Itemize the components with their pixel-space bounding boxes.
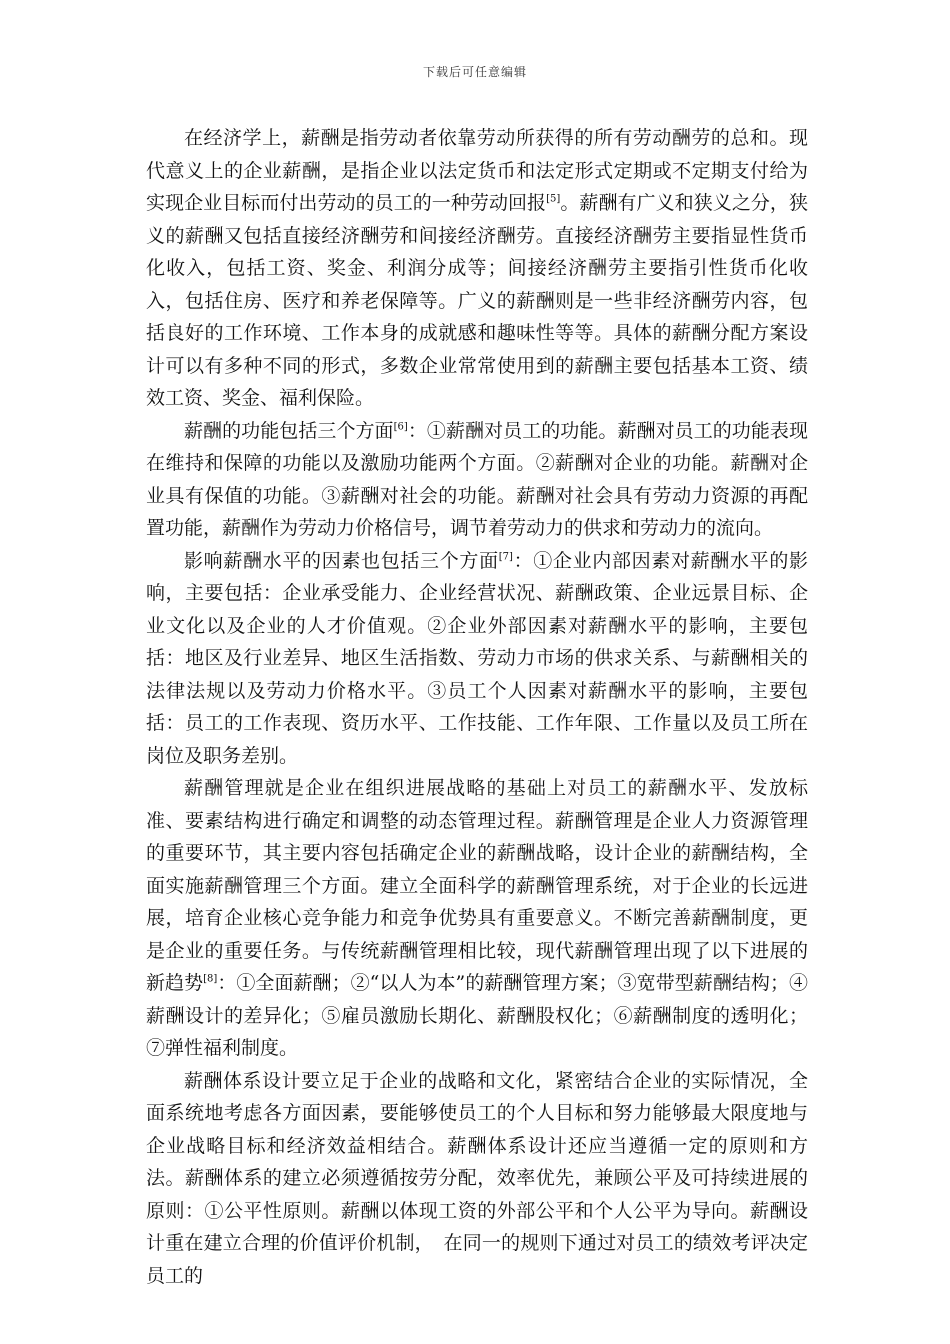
paragraph-text: ：①全面薪酬；②“以人为本”的薪酬管理方案；③宽带型薪酬结构；④薪酬设计的差异化；⑤雇员激励长期化、薪酬股权化；⑥薪酬制度的透明化；⑦弹性福利制度。 — [146, 972, 808, 1059]
citation-marker[interactable]: [6] — [393, 421, 408, 433]
paragraph-text: 薪酬管理就是企业在组织进展战略的基础上对员工的薪酬水平、发放标准、要素结构进行确定和调整的动态管理过程。薪酬管理是企业人力资源管理的重要环节，其主要内容包括确定企业的薪酬战略，设计企业的薪酬结构，全面实施薪酬管理三个方面。建立全面科学的薪酬管理系统，对于企业的长远进展，培育企业核心竞争能力和竞争优势具有重要意义。不断完善薪酬制度，更是企业的重要任务。与传统薪酬管理相比较，现代薪酬管理出现了以下进展的新趋势 — [146, 777, 808, 994]
paragraph-4 — [146, 772, 808, 1065]
paragraph-5 — [146, 1065, 808, 1293]
paragraph-text: ：①企业内部因素对薪酬水平的影响，主要包括：企业承受能力、企业经营状况、薪酬政策、企业远景目标、企业文化以及企业的人才价值观。②企业外部因素对薪酬水平的影响，主要包括：地区及行业差异、地区生活指数、劳动力市场的供求关系、与薪酬相关的法律法规以及劳动力价格水平。③员工个人因素对薪酬水平的影响，主要包括：员工的工作表现、资历水平、工作技能、工作年限、工作量以及员工所在岗位及职务差别。 — [146, 549, 808, 767]
paragraph-text: 薪酬的功能包括三个方面 — [184, 419, 394, 442]
citation-marker[interactable]: [8] — [203, 973, 218, 985]
paragraph-text: 影响薪酬水平的因素也包括三个方面 — [184, 549, 499, 572]
paragraph-text: 在经济学上，薪酬是指劳动者依靠劳动所获得的所有劳动酬劳的总和。现代意义上的企业薪酬，是指企业以法定货币和法定形式定期或不定期支付给为实现企业目标而付出劳动的员工的一种劳动回报 — [146, 127, 808, 214]
paragraph-text: 。薪酬有广义和狭义之分，狭义的薪酬又包括直接经济酬劳和间接经济酬劳。直接经济酬劳主要指显性货币化收入，包括工资、奖金、利润分成等；间接经济酬劳主要指引性货币化收入，包括住房、医疗和养老保障等。广义的薪酬则是一些非经济酬劳内容，包括良好的工作环境、工作本身的成就感和趣味性等等。具体的薪酬分配方案设计可以有多种不同的形式，多数企业常常使用到的薪酬主要包括基本工资、绩效工资、奖金、福利保险。 — [146, 192, 808, 409]
paragraph-2 — [146, 415, 808, 545]
paragraph-text: 薪酬体系设计要立足于企业的战略和文化，紧密结合企业的实际情况，全面系统地考虑各方面因素，要能够使员工的个人目标和努力能够最大限度地与企业战略目标和经济效益相结合。薪酬体系设计还应当遵循一定的原则和方法。薪酬体系的建立必须遵循按劳分配，效率优先，兼顾公平及可持续进展的原则：①公平性原则。薪酬以体现工资的外部公平和个人公平为导向。薪酬设计重在建立合理的价值评价机制， 在同一的规则下通过对员工的绩效考评决定员工的 — [146, 1069, 808, 1287]
paragraph-1 — [146, 122, 808, 415]
citation-marker[interactable]: [5] — [546, 193, 561, 205]
document-body — [146, 122, 808, 1292]
page-header: 下载后可任意编辑 — [422, 65, 527, 79]
paragraph-text: ：①薪酬对员工的功能。薪酬对员工的功能表现在维持和保障的功能以及激励功能两个方面。②薪酬对企业的功能。薪酬对企业具有保值的功能。③薪酬对社会的功能。薪酬对社会具有劳动力资源的再配置功能，薪酬作为劳动力价格信号，调节着劳动力的供求和劳动力的流向。 — [146, 419, 808, 539]
citation-marker[interactable]: [7] — [498, 551, 513, 563]
paragraph-3 — [146, 545, 808, 773]
